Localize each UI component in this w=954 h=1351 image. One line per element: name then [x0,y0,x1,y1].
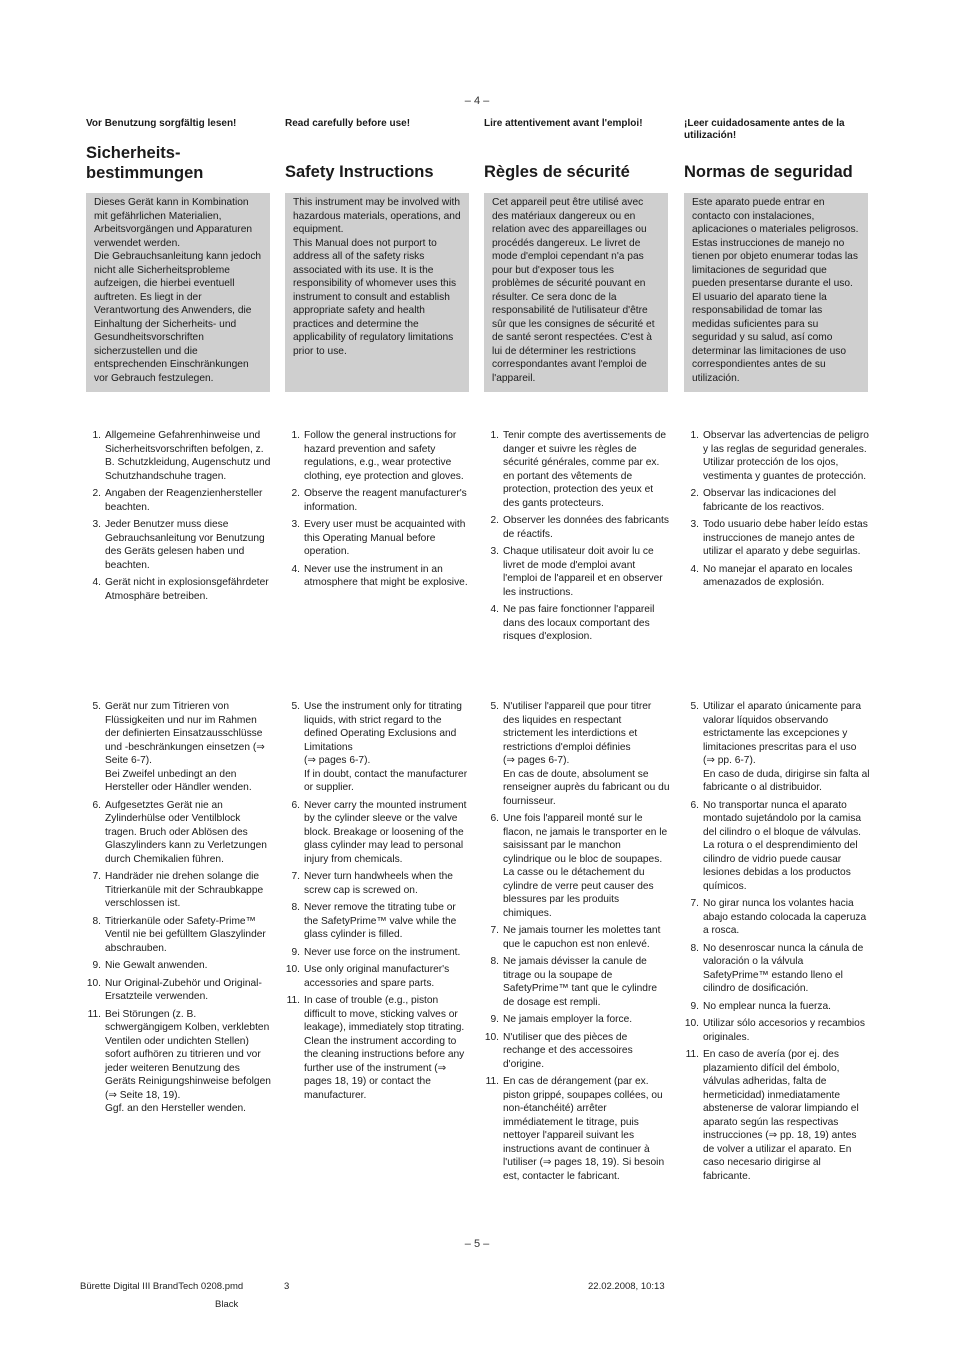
list-item [684,1000,870,1014]
item-number: 3. [490,546,499,557]
item-number: 10. [86,977,101,989]
item-text: Nur Original-Zubehör und Original-Ersatzteile verwenden. [105,977,262,1002]
item-number: 11. [87,1008,101,1020]
item-number: 2. [291,488,300,499]
item-text: No transportar nunca el aparato montado sujetándolo por la camisa del cilindro o el bloque de válvulas. La rotura o el desprendimiento del cilindro de vidrio puede causar lesiones debidas a los productos químicos. [703,799,862,892]
instruction-list [86,700,272,1120]
item-number: 4. [690,563,699,575]
item-text: Angaben der Reagenzienhersteller beachten. [105,488,263,513]
instruction-list [86,429,272,607]
item-number: 2. [690,488,699,499]
list-item [484,812,670,920]
item-number: 1. [92,430,101,441]
item-number: 1. [291,430,300,441]
item-number: 11. [685,1049,699,1060]
list-item [484,1031,670,1072]
footer-date: 22.02.2008, 10:13 [588,1281,665,1292]
item-number: 3. [690,519,699,530]
item-text: Gerät nur zum Titrieren von Flüssigkeiten und nur im Rahmen der definierten Einsatzausschlüsse und -beschränkungen einsetzen (⇒ Seite 6-7). Bei Zweifel unbedingt an den Hersteller oder Händler wenden. [105,701,265,793]
list-item [285,946,471,960]
item-text: Every user must be acquainted with this Operating Manual before operation. [304,519,466,557]
item-number: 8. [490,956,499,967]
item-number: 7. [490,925,499,936]
item-number: 5. [490,701,499,712]
list-item [285,994,471,1102]
list-item [684,1017,870,1044]
item-number: 8. [690,942,699,954]
item-text: Follow the general instructions for hazard prevention and safety regulations, e.g., wear protective clothing, eye protection and gloves. [304,430,464,482]
item-text: Never remove the titrating tube or the SafetyPrime™ valve while the glass cylinder is filled. [304,902,457,940]
item-text: Gerät nicht in explosionsgefährdeter Atmosphäre betreiben. [105,577,269,602]
item-text: Use only original manufacturer's accessories and spare parts. [304,964,450,989]
item-number: 10. [684,1018,699,1029]
list-item [484,603,670,644]
list-item [684,1048,870,1183]
item-number: 1. [690,430,699,441]
item-number: 8. [291,902,300,913]
item-number: 2. [92,488,101,499]
list-item [484,924,670,951]
list-item [684,563,870,590]
list-item [285,870,471,897]
item-number: 6. [92,799,101,811]
item-text: No emplear nunca la fuerza. [703,1000,831,1012]
list-item [684,429,870,483]
intro-box: This instrument may be involved with hazardous materials, operations, and equipment. This Manual does not purport to address all of the safety risks associated with its use. It is the responsibility of whomever uses this instrument to consult and establish appropriate safety and health practices and determine the applicability of regulatory limitations prior to use. [285,193,469,392]
item-number: 3. [291,519,300,530]
item-text: Ne pas faire fonctionner l'appareil dans des locaux comportant des risques d'explosion. [503,604,655,642]
item-text: Titrierkanüle oder Safety-Prime™ Ventil nie bei gefülltem Glaszylinder abschrauben. [105,915,266,954]
item-number: 4. [490,604,499,615]
item-number: 9. [291,946,300,958]
item-text: Never use force on the instrument. [304,946,461,958]
list-item [484,1075,670,1183]
item-text: Utilizar el aparato únicamente para valorar líquidos observando estrictamente las excepciones y limitaciones prescritas para el uso (⇒ pp. 6-7). En caso de duda, dirigirse sin falta al fabricante o al distribuidor. [703,701,870,793]
list-item [484,429,670,510]
item-number: 5. [92,701,101,712]
warning-text: Vor Benutzung sorgfältig lesen! [86,118,237,129]
list-item [484,514,670,541]
item-text: Ne jamais dévisser la canule de titrage ou la soupape de SafetyPrime™ tant que le cylindre de dosage est rempli. [503,956,658,1008]
footer-color: Black [215,1299,239,1310]
item-number: 6. [490,813,499,824]
instruction-list [684,700,870,1187]
list-item [684,700,870,795]
list-item [86,870,272,911]
item-text: Une fois l'appareil monté sur le flacon, ne jamais le transporter en le saisissant par le manchon cylindrique ou le bloc de soupapes. La casse ou le détachement du cylindre de verre peut causer des blessures par les produits chimiques. [503,813,668,919]
item-text: Never use the instrument in an atmosphere that might be explosive. [304,563,468,588]
list-item [285,518,471,559]
item-number: 10. [285,964,300,975]
item-number: 11. [286,995,300,1006]
warning-text: Lire attentivement avant l'emploi! [484,118,643,129]
item-text: Observe the reagent manufacturer's information. [304,488,467,513]
footer-page: 3 [284,1281,290,1292]
list-item [86,429,272,483]
intro-box: Dieses Gerät kann in Kombination mit gefährlichen Materialien, Arbeitsvorgängen und Apparaturen verwendet werden. Die Gebrauchsanleitung kann jedoch nicht alle Sicherheitsprobleme aufzeigen, die hierbei eventuell auftreten. Es liegt in der Verantwortung des Anwenders, die Einhaltung der Sicherheits- und Gesundheitsvorschriften sicherzustellen und die entsprechenden Einschränkungen vor Gebrauch festzulegen. [86,193,270,392]
item-text: Tenir compte des avertissements de danger et suivre les règles de sécurité générales, comme par ex. en portant des vêtements de protection, protection des yeux et des gants protecteurs. [503,430,667,509]
list-item [484,700,670,808]
list-item [86,915,272,956]
list-item [285,487,471,514]
item-text: En caso de avería (por ej. des plazamiento difícil del émbolo, válvulas adheridas, falta de hermeticidad) inmediatamente abstenerse de valorar limpiando el aparato según las respectivas instrucciones (⇒ pp. 18, 19) antes de volver a utilizar el aparato. En caso necesario dirigirse al fabricante. [703,1049,859,1182]
section-title: Sicherheits- bestimmungen [86,144,204,182]
item-number: 9. [92,960,101,971]
item-text: En cas de dérangement (par ex. piston grippé, soupapes collées, ou non-étanchéité) arrêter immédiatement le titrage, puis nettoyer l'appareil suivant les instructions avant de continuer à l'utiliser (⇒ pages 18, 19). Si besoin est, contacter le fabricant. [503,1076,665,1182]
list-item [86,959,272,973]
page-number-top: – 4 – [464,95,490,107]
list-item [285,429,471,483]
list-item [86,518,272,572]
list-item [684,487,870,514]
list-item [484,955,670,1009]
warning-text: ¡Leer cuidadosamente antes de la utilización! [684,118,845,141]
list-item [684,942,870,996]
item-text: N'utiliser que des pièces de rechange et des accessoires d'origine. [503,1031,633,1070]
item-number: 2. [490,515,499,526]
item-text: Allgemeine Gefahrenhinweise und Sicherheitsvorschriften befolgen, z. B. Schutzkleidung, Augenschutz und Schutzhandschuhe tragen. [105,430,271,482]
instruction-list [285,429,471,594]
section-title: Règles de sécurité [484,163,630,181]
list-item [684,799,870,894]
item-text: In case of trouble (e.g., piston difficult to move, sticking valves or leakage), immediately stop titrating. Clean the instrument according to the cleaning instructions before any further use of the instrument (⇒ pages 18, 19) or contact the manufacturer. [304,995,465,1101]
item-number: 7. [92,871,101,882]
item-text: Use the instrument only for titrating liquids, with strict regard to the defined Operating Exclusions and Limitations (⇒ pages 6-7). If in doubt, contact the manufacturer or supplier. [304,701,468,793]
item-text: N'utiliser l'appareil que pour titrer des liquides en respectant strictement les interdictions et restrictions d'emploi définies (⇒ pages 6-7). En cas de doute, absolument se renseigner auprès du fabricant ou du fournisseur. [503,701,670,807]
list-item [684,897,870,938]
list-item [86,1008,272,1116]
item-number: 11. [485,1076,499,1087]
item-number: 5. [291,701,300,712]
instruction-list [684,429,870,594]
item-text: No manejar el aparato en locales amenazados de explosión. [703,563,853,588]
item-text: Bei Störungen (z. B. schwergängigem Kolben, verklebten Ventilen oder undichten Stellen) sofort aufhören zu titrieren und vor jeder weiteren Benutzung des Geräts Reinigungshinweise befolgen (⇒ Seite 18, 19). Ggf. an den Hersteller wenden. [105,1008,271,1114]
list-item [86,799,272,867]
list-item [86,977,272,1004]
instruction-list [484,700,670,1187]
item-number: 8. [92,915,101,927]
item-text: Never turn handwheels when the screw cap is screwed on. [304,871,453,896]
item-number: 10. [484,1031,499,1043]
section-title: Normas de seguridad [684,163,853,181]
list-item [285,700,471,795]
list-item [285,563,471,590]
list-item [285,901,471,942]
item-text: Observer les données des fabricants de réactifs. [503,515,669,540]
page-number-bottom: – 5 – [464,1238,490,1250]
item-text: Utilizar sólo accesorios y recambios originales. [703,1018,865,1043]
item-text: Observar las advertencias de peligro y las reglas de seguridad generales. Utilizar protección de los ojos, vestimenta y guantes de protección. [703,430,869,482]
item-number: 4. [92,577,101,588]
item-number: 7. [291,871,300,882]
item-text: Handräder nie drehen solange die Titrierkanüle mit der Schraubkappe verschlossen ist. [105,871,264,909]
list-item [86,700,272,795]
section-title: Safety Instructions [285,163,434,181]
list-item [285,799,471,867]
item-number: 4. [291,563,300,575]
item-number: 9. [690,1000,699,1012]
item-text: Ne jamais tourner les molettes tant que le capuchon est non enlevé. [503,925,661,950]
item-number: 3. [92,519,101,530]
item-number: 5. [690,701,699,712]
list-item [684,518,870,559]
item-number: 6. [690,799,699,811]
item-text: Aufgesetztes Gerät nie an Zylinderhülse oder Ventilblock tragen. Bruch oder Ablösen des Glaszylinders kann zu Verletzungen durch Chemikalien führen. [105,799,267,865]
item-number: 1. [490,430,499,441]
item-text: Never carry the mounted instrument by the cylinder sleeve or the valve block. Breakage or loosening of the glass cylinder may lead to personal injury from chemicals. [304,799,467,865]
list-item [484,1013,670,1027]
intro-box: Este aparato puede entrar en contacto con instalaciones, aplicaciones o materiales peligrosos. Estas instrucciones de manejo no tienen por objeto enumerar todas las limitaciones de seguridad que pueden presentarse durante el uso. El usuario del aparato tiene la responsabilidad de tomar las medidas suficientes para su seguridad y su salud, así como determinar las limitaciones de uso correspondientes antes de su utilización. [684,193,868,392]
item-text: Todo usuario debe haber leído estas instrucciones de manejo antes de utilizar el aparato y debe seguirlas. [703,519,868,557]
list-item [86,576,272,603]
footer-filename: Bürette Digital III BrandTech 0208.pmd [80,1281,244,1292]
item-text: Observar las indicaciones del fabricante de los reactivos. [703,488,837,513]
item-text: No desenroscar nunca la cánula de valoración o la válvula SafetyPrime™ estando lleno el cilindro de dosificación. [703,942,864,994]
item-text: Ne jamais employer la force. [503,1014,633,1025]
item-number: 9. [490,1014,499,1025]
list-item [285,963,471,990]
intro-box: Cet appareil peut être utilisé avec des matériaux dangereux ou en relation avec des appareillages ou procédés dangereux. Le livret de mode d'emploi cependant n'a pas pour but d'exposer tous les problèmes de sécurité pouvant en résulter. Ce sera donc de la responsabilité de l'utilisateur d'être sûr que les consignes de sécurité et de santé seront respectées. C'est à lui de déterminer les restrictions correspondantes avant l'emploi de l'appareil. [484,193,668,392]
item-text: Jeder Benutzer muss diese Gebrauchsanleitung vor Benutzung des Geräts gelesen haben und beachten. [105,519,265,571]
list-item [86,487,272,514]
item-text: Chaque utilisateur doit avoir lu ce livret de mode d'emploi avant l'emploi de l'appareil et en observer les instructions. [503,546,663,598]
item-number: 6. [291,799,300,811]
item-number: 7. [690,898,699,909]
item-text: Nie Gewalt anwenden. [105,960,208,971]
instruction-list [484,429,670,648]
warning-text: Read carefully before use! [285,118,411,129]
instruction-list [285,700,471,1106]
list-item [484,545,670,599]
item-text: No girar nunca los volantes hacia abajo estando colocada la caperuza a rosca. [703,898,867,936]
